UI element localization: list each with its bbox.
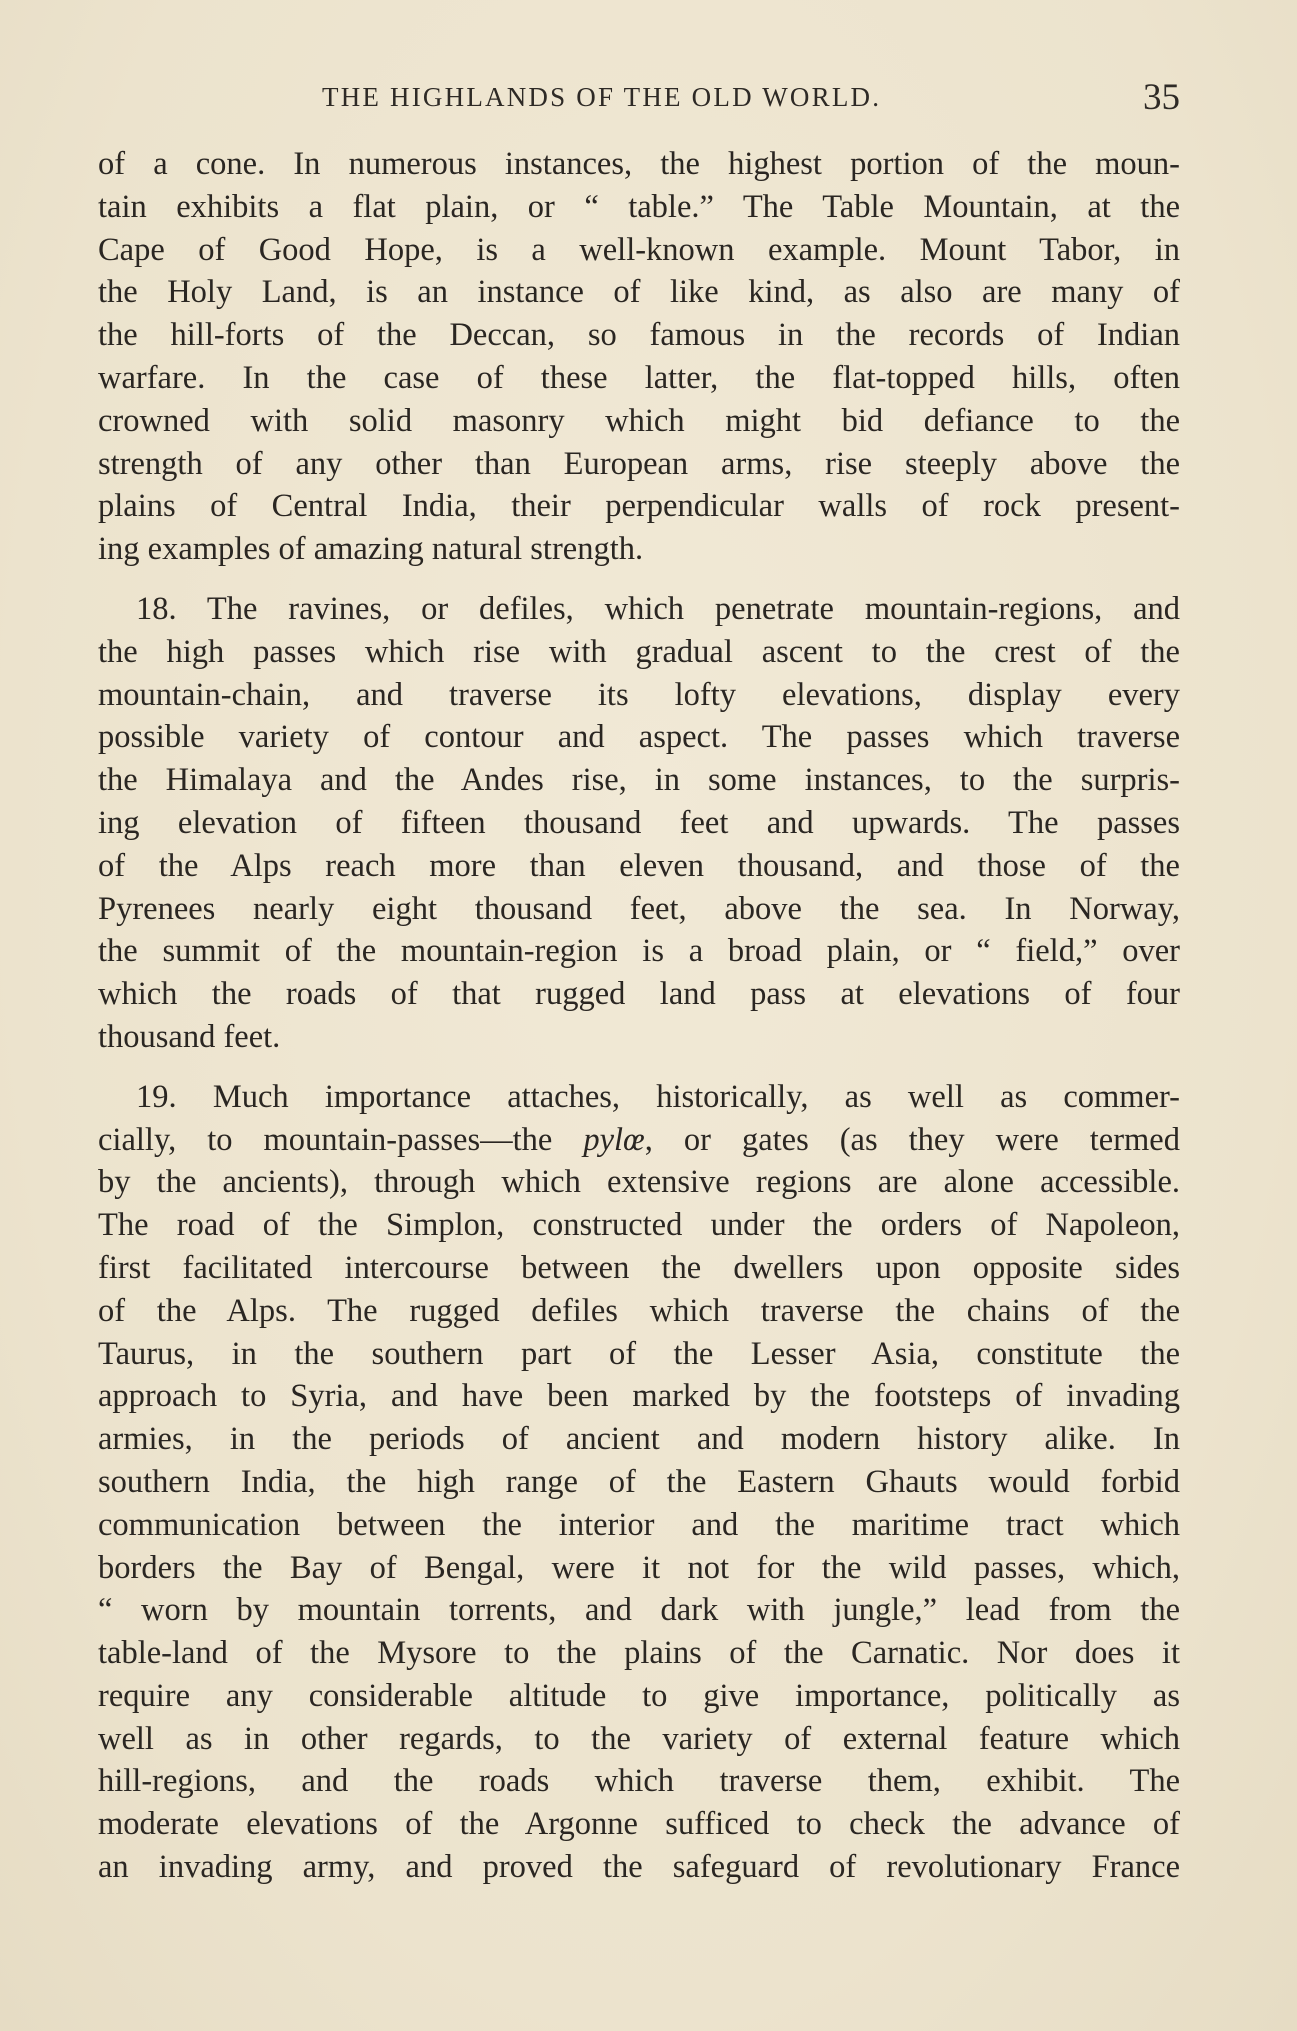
text-line: well as in other regards, to the variety of external feature which	[98, 1720, 1180, 1757]
text-line: southern India, the high range of the Eastern Ghauts would forbid	[98, 1463, 1180, 1500]
running-title: THE HIGHLANDS OF THE OLD WORLD.	[322, 82, 882, 112]
text-line: the hill-forts of the Deccan, so famous in the records of Indian	[98, 317, 1180, 354]
text-line: hill-regions, and the roads which traverse them, exhibit. The	[98, 1763, 1180, 1800]
text-line: approach to Syria, and have been marked by the footsteps of invading	[98, 1378, 1180, 1415]
text-line: which the roads of that rugged land pass at elevations of four	[98, 976, 1180, 1013]
running-header	[100, 76, 1180, 124]
text-line	[98, 588, 1180, 631]
text-line: “ worn by mountain torrents, and dark with jungle,” lead from the	[98, 1592, 1180, 1629]
text-line: first facilitated intercourse between the dwellers upon opposite sides	[98, 1249, 1180, 1286]
text-line: strength of any other than European arms, rise steeply above the	[98, 445, 1180, 482]
text-line: crowned with solid masonry which might bid defiance to the	[98, 402, 1180, 439]
text-line: of a cone. In numerous instances, the highest portion of the moun-	[98, 146, 1180, 182]
text-line	[98, 1119, 1180, 1162]
text-line: the summit of the mountain-region is a broad plain, or “ field,” over	[98, 933, 1180, 970]
text-line: Taurus, in the southern part of the Lesser Asia, constitute the	[98, 1335, 1180, 1372]
text-line: the Holy Land, is an instance of like kind, as also are many of	[98, 274, 1180, 311]
text-line: Cape of Good Hope, is a well-known example. Mount Tabor, in	[98, 231, 1180, 268]
text-line: thousand feet.	[98, 1018, 281, 1055]
text-line: Pyrenees nearly eight thousand feet, above the sea. In Norway,	[98, 890, 1180, 927]
text-line: the Himalaya and the Andes rise, in some instances, to the surpris-	[98, 762, 1180, 799]
text-line-content: 19. Much importance attaches, historically, as well as commer-	[136, 1078, 1180, 1115]
text-line: by the ancients), through which extensive regions are alone accessible.	[98, 1164, 1180, 1201]
text-fragment: , or gates (as they were termed	[644, 1121, 1180, 1158]
text-line: the high passes which rise with gradual ascent to the crest of the	[98, 633, 1180, 670]
text-line	[98, 1076, 1180, 1119]
text-line: ing examples of amazing natural strength.	[98, 531, 644, 568]
text-line: moderate elevations of the Argonne sufficed to check the advance of	[98, 1806, 1180, 1843]
paragraph-17-continued	[98, 143, 1180, 571]
text-line: plains of Central India, their perpendicular walls of rock present-	[98, 488, 1180, 525]
text-line-content: 18. The ravines, or defiles, which penetrate mountain-regions, and	[136, 590, 1180, 627]
text-fragment: cially, to mountain-passes—the	[98, 1121, 584, 1158]
text-line: of the Alps. The rugged defiles which traverse the chains of the	[98, 1292, 1180, 1329]
text-line: warfare. In the case of these latter, the flat-topped hills, often	[98, 359, 1180, 396]
italic-term: pylœ	[583, 1121, 645, 1158]
text-line: tain exhibits a flat plain, or “ table.” The Table Mountain, at the	[98, 188, 1180, 225]
paragraph-19	[98, 1076, 1180, 1889]
body-text	[98, 143, 1180, 1889]
text-line: possible variety of contour and aspect. The passes which traverse	[98, 719, 1180, 756]
text-line: require any considerable altitude to give importance, politically as	[98, 1677, 1180, 1714]
text-line: of the Alps reach more than eleven thousand, and those of the	[98, 847, 1180, 884]
paragraph-18	[98, 588, 1180, 1059]
text-line: mountain-chain, and traverse its lofty elevations, display every	[98, 676, 1180, 713]
text-line: an invading army, and proved the safeguard of revolutionary France	[98, 1849, 1180, 1886]
text-line: table-land of the Mysore to the plains of the Carnatic. Nor does it	[98, 1635, 1180, 1672]
text-line: armies, in the periods of ancient and modern history alike. In	[98, 1421, 1180, 1458]
text-line: ing elevation of fifteen thousand feet and upwards. The passes	[98, 804, 1180, 841]
text-line: The road of the Simplon, constructed under the orders of Napoleon,	[98, 1207, 1180, 1244]
text-line: communication between the interior and the maritime tract which	[98, 1506, 1180, 1543]
text-line: borders the Bay of Bengal, were it not for the wild passes, which,	[98, 1549, 1180, 1586]
page-number: 35	[1143, 77, 1180, 118]
